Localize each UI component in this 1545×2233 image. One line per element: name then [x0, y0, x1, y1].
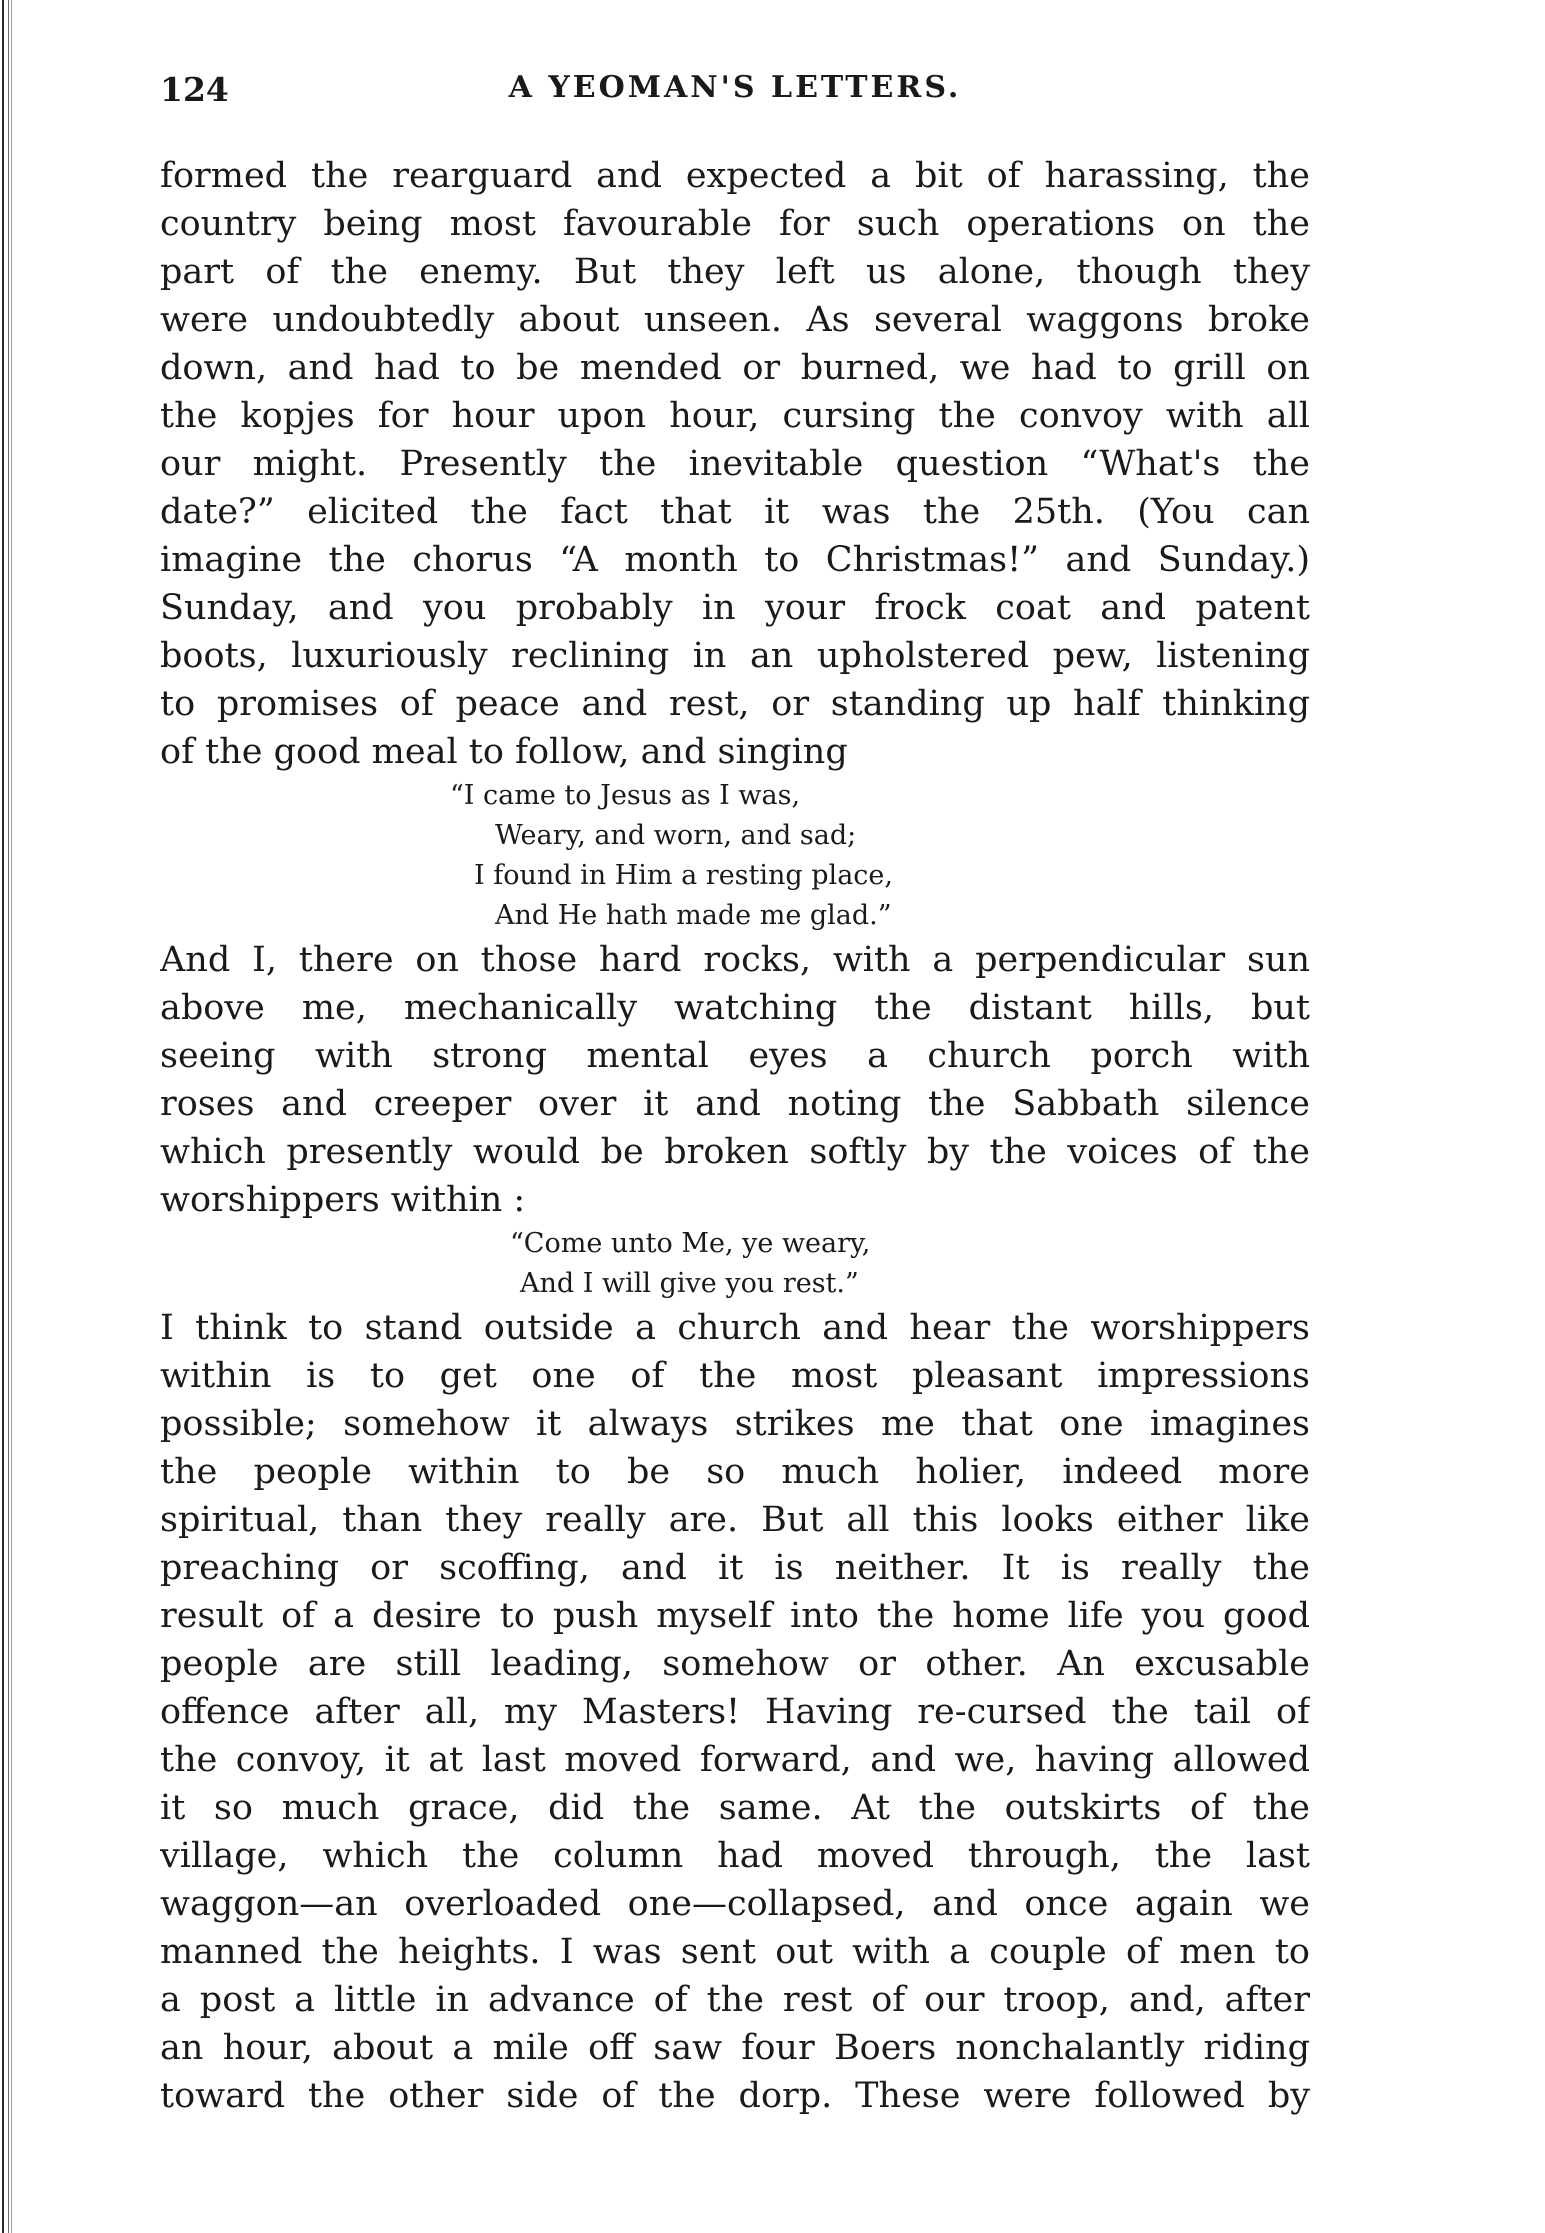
verse-line: “I came to Jesus as I was, — [450, 780, 801, 811]
text-line: possible; somehow it always strikes me that one imagines — [160, 1404, 1310, 1444]
text-line: it so much grace, did the same. At the outskirts of the — [160, 1788, 1310, 1828]
running-head — [160, 70, 1310, 114]
text-line: down, and had to be mended or burned, we had to grill on — [160, 348, 1310, 388]
text-line: to promises of peace and rest, or standing up half thinking — [160, 684, 1310, 724]
text-line: preaching or scoffing, and it is neither. It is really the — [160, 1548, 1310, 1588]
verse-line: And I will give you rest.” — [520, 1268, 859, 1299]
book-spine-edge — [0, 0, 14, 2233]
text-line: part of the enemy. But they left us alone, though they — [160, 252, 1310, 292]
spine-line — [2, 0, 4, 2233]
verse-line: “Come unto Me, ye weary, — [510, 1228, 871, 1259]
text-line: village, which the column had moved through, the last — [160, 1836, 1310, 1876]
text-line: boots, luxuriously reclining in an upholstered pew, listening — [160, 636, 1310, 676]
text-line: a post a little in advance of the rest of our troop, and, after — [160, 1980, 1310, 2020]
text-line: our might. Presently the inevitable question “What's the — [160, 444, 1310, 484]
text-line: manned the heights. I was sent out with a couple of men to — [160, 1932, 1310, 1972]
text-line: an hour, about a mile off saw four Boers nonchalantly riding — [160, 2028, 1310, 2068]
text-line: result of a desire to push myself into the home life you good — [160, 1596, 1310, 1636]
text-line: imagine the chorus “A month to Christmas!” and Sunday.) — [160, 540, 1310, 580]
running-title: A YEOMAN'S LETTERS. — [508, 70, 962, 105]
text-line: were undoubtedly about unseen. As several waggons broke — [160, 300, 1310, 340]
text-line: which presently would be broken softly by the voices of the — [160, 1132, 1310, 1172]
text-line: above me, mechanically watching the distant hills, but — [160, 988, 1310, 1028]
text-line: And I, there on those hard rocks, with a perpendicular sun — [160, 940, 1310, 980]
text-line: country being most favourable for such operations on the — [160, 204, 1310, 244]
text-line: worshippers within : — [160, 1180, 526, 1220]
spine-line — [11, 0, 12, 2233]
text-line: offence after all, my Masters! Having re-cursed the tail of — [160, 1692, 1310, 1732]
text-line: waggon—an overloaded one—collapsed, and once again we — [160, 1884, 1310, 1924]
verse-line: I found in Him a resting place, — [474, 860, 893, 891]
text-line: the people within to be so much holier, indeed more — [160, 1452, 1310, 1492]
text-line: within is to get one of the most pleasant impressions — [160, 1356, 1310, 1396]
text-line: Sunday, and you probably in your frock coat and patent — [160, 588, 1310, 628]
text-line: of the good meal to follow, and singing — [160, 732, 848, 772]
page-number: 124 — [160, 70, 229, 109]
text-line: I think to stand outside a church and hear the worshippers — [160, 1308, 1310, 1348]
text-line: people are still leading, somehow or other. An excusable — [160, 1644, 1310, 1684]
text-line: seeing with strong mental eyes a church porch with — [160, 1036, 1310, 1076]
text-line: roses and creeper over it and noting the Sabbath silence — [160, 1084, 1310, 1124]
page-body — [160, 152, 1310, 2120]
text-line: the convoy, it at last moved forward, and we, having allowed — [160, 1740, 1310, 1780]
verse-line: Weary, and worn, and sad; — [495, 820, 857, 851]
text-line: formed the rearguard and expected a bit of harassing, the — [160, 156, 1310, 196]
text-line: toward the other side of the dorp. These were followed by — [160, 2076, 1310, 2116]
text-line: date?” elicited the fact that it was the 25th. (You can — [160, 492, 1310, 532]
text-line: the kopjes for hour upon hour, cursing the convoy with all — [160, 396, 1310, 436]
text-line: spiritual, than they really are. But all this looks either like — [160, 1500, 1310, 1540]
spine-line — [8, 0, 9, 2233]
verse-line: And He hath made me glad.” — [495, 900, 892, 931]
